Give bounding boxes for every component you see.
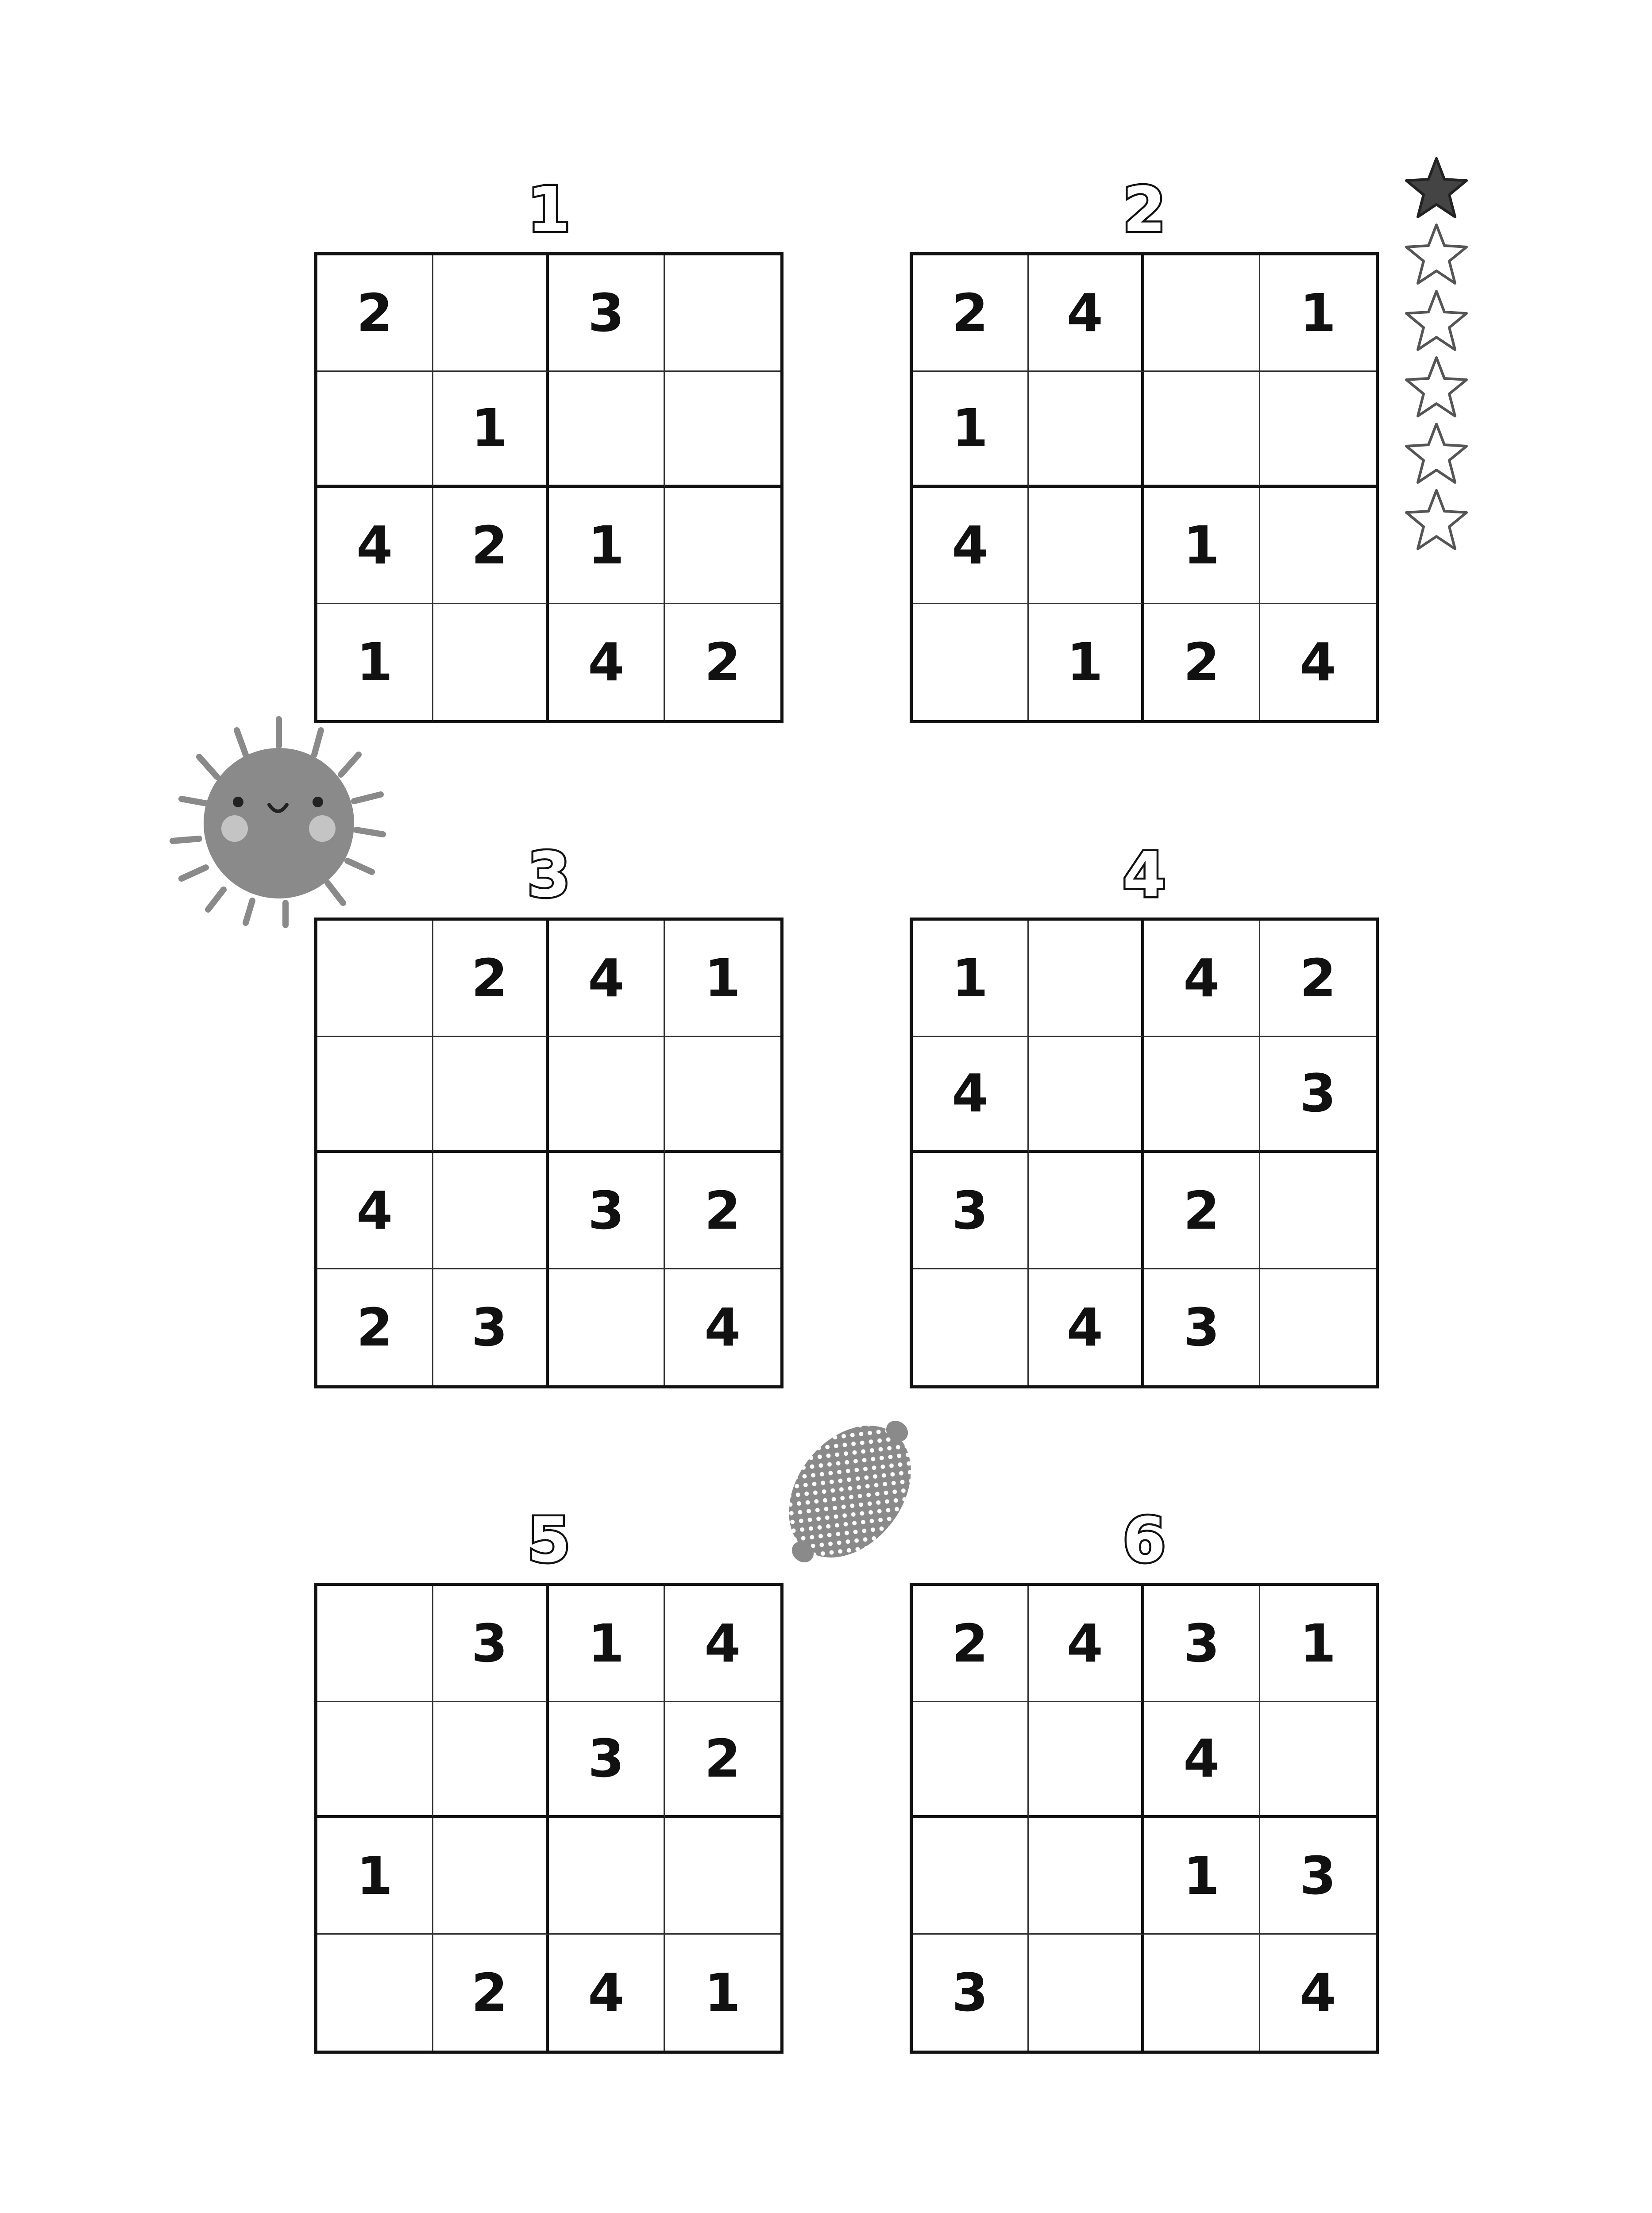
grid-cell: 3 bbox=[913, 1153, 1029, 1269]
grid-cell[interactable] bbox=[913, 1818, 1029, 1935]
grid-cell: 2 bbox=[665, 1702, 781, 1819]
grid-cell: 4 bbox=[549, 1935, 665, 2051]
grid-cell: 2 bbox=[317, 1269, 433, 1386]
grid-cell: 4 bbox=[1300, 631, 1336, 693]
grid-cell[interactable] bbox=[1144, 1037, 1260, 1153]
grid-cell: 4 bbox=[665, 1586, 781, 1702]
grid-cell[interactable] bbox=[317, 1037, 433, 1153]
grid-cell: 1 bbox=[913, 921, 1029, 1037]
sudoku-grid bbox=[314, 1583, 784, 2054]
grid-cell: 4 bbox=[1144, 921, 1260, 1037]
grid-cell[interactable] bbox=[665, 488, 781, 604]
grid-cell: 2 bbox=[1144, 604, 1260, 721]
grid-cell: 3 bbox=[549, 255, 665, 372]
grid-cell[interactable] bbox=[433, 604, 549, 721]
puzzle-number: 4 bbox=[1123, 839, 1166, 911]
grid-cell[interactable] bbox=[1144, 255, 1260, 372]
grid-cell: 4 bbox=[1144, 1702, 1260, 1819]
grid-cell: 2 bbox=[433, 1935, 549, 2051]
grid-cell[interactable] bbox=[1144, 372, 1260, 488]
sun-icon bbox=[164, 708, 394, 929]
grid-cell[interactable] bbox=[1029, 1818, 1145, 1935]
grid-cell: 2 bbox=[1260, 921, 1376, 1037]
grid-cell: 2 bbox=[317, 255, 433, 372]
grid-cell: 1 bbox=[317, 604, 433, 721]
grid-cell[interactable] bbox=[913, 604, 1029, 721]
star-outline-icon bbox=[1403, 487, 1470, 553]
grid-cell[interactable] bbox=[913, 1269, 1029, 1386]
grid-cell[interactable] bbox=[1029, 1153, 1145, 1269]
grid-cell[interactable] bbox=[1029, 921, 1145, 1037]
grid-cell: 4 bbox=[549, 921, 665, 1037]
grid-cell: 1 bbox=[665, 921, 781, 1037]
grid-cell: 3 bbox=[433, 1269, 549, 1386]
grid-cell[interactable] bbox=[317, 1702, 433, 1819]
grid-cell[interactable] bbox=[317, 1586, 433, 1702]
grid-cell: 2 bbox=[433, 488, 549, 604]
grid-cell: 1 bbox=[1144, 1818, 1260, 1935]
grid-cell[interactable] bbox=[549, 1269, 665, 1386]
grid-cell[interactable] bbox=[1029, 1935, 1145, 2051]
grid-cell: 2 bbox=[665, 1153, 781, 1269]
grid-cell[interactable] bbox=[1029, 1702, 1145, 1819]
grid-cell[interactable] bbox=[1260, 372, 1376, 488]
grid-cell: 2 bbox=[913, 255, 1029, 372]
puzzle-number: 5 bbox=[527, 1504, 571, 1577]
grid-cell: 4 bbox=[317, 488, 433, 604]
grid-cell: 1 bbox=[433, 372, 549, 488]
grid-cell: 3 bbox=[913, 1935, 1029, 2051]
grid-cell: 4 bbox=[704, 1296, 741, 1358]
puzzle-number: 1 bbox=[527, 174, 571, 246]
sudoku-grid bbox=[314, 918, 784, 1388]
grid-cell: 4 bbox=[1029, 255, 1145, 372]
grid-cell: 1 bbox=[1260, 1586, 1376, 1702]
grid-cell: 1 bbox=[549, 1586, 665, 1702]
grid-cell: 4 bbox=[317, 1153, 433, 1269]
grid-cell[interactable] bbox=[317, 1935, 433, 2051]
grid-cell: 3 bbox=[549, 1153, 665, 1269]
grid-cell: 3 bbox=[1144, 1269, 1260, 1386]
grid-cell: 1 bbox=[549, 488, 665, 604]
grid-cell[interactable] bbox=[1029, 1037, 1145, 1153]
grid-cell[interactable] bbox=[1029, 488, 1145, 604]
lemon-icon bbox=[777, 1405, 923, 1578]
puzzle-number: 3 bbox=[527, 839, 571, 911]
star-outline-icon bbox=[1403, 420, 1470, 487]
puzzle-number: 6 bbox=[1123, 1504, 1166, 1577]
grid-cell: 1 bbox=[1029, 604, 1145, 721]
grid-cell[interactable] bbox=[433, 1037, 549, 1153]
grid-cell: 1 bbox=[913, 372, 1029, 488]
star-outline-icon bbox=[1403, 221, 1470, 288]
grid-cell[interactable] bbox=[433, 255, 549, 372]
star-outline-icon bbox=[1403, 288, 1470, 354]
star-filled-icon bbox=[1403, 155, 1470, 221]
grid-cell: 4 bbox=[549, 604, 665, 721]
grid-cell: 3 bbox=[1144, 1586, 1260, 1702]
grid-cell[interactable] bbox=[913, 1702, 1029, 1819]
grid-cell[interactable] bbox=[1260, 1269, 1376, 1386]
grid-cell[interactable] bbox=[665, 1818, 781, 1935]
grid-cell: 2 bbox=[1144, 1153, 1260, 1269]
grid-cell: 1 bbox=[1144, 488, 1260, 604]
sudoku-grid bbox=[910, 918, 1379, 1388]
grid-cell[interactable] bbox=[549, 1037, 665, 1153]
grid-cell[interactable] bbox=[433, 1702, 549, 1819]
grid-cell: 1 bbox=[1260, 255, 1376, 372]
grid-cell: 2 bbox=[433, 921, 549, 1037]
grid-cell[interactable] bbox=[665, 372, 781, 488]
grid-cell: 3 bbox=[549, 1702, 665, 1819]
grid-cell: 3 bbox=[1260, 1818, 1376, 1935]
grid-cell: 1 bbox=[317, 1818, 433, 1935]
grid-cell[interactable] bbox=[1144, 1935, 1260, 2051]
grid-cell: 1 bbox=[704, 1962, 741, 2023]
grid-cell: 4 bbox=[913, 1037, 1029, 1153]
puzzle-number: 2 bbox=[1123, 174, 1166, 246]
grid-cell: 4 bbox=[1029, 1586, 1145, 1702]
sudoku-grid bbox=[910, 1583, 1379, 2054]
grid-cell: 2 bbox=[704, 631, 741, 693]
grid-cell: 4 bbox=[1029, 1269, 1145, 1386]
grid-cell[interactable] bbox=[549, 1818, 665, 1935]
sudoku-grid bbox=[910, 252, 1379, 723]
grid-cell[interactable] bbox=[549, 372, 665, 488]
grid-cell: 3 bbox=[433, 1586, 549, 1702]
grid-cell: 3 bbox=[1260, 1037, 1376, 1153]
star-outline-icon bbox=[1403, 354, 1470, 420]
grid-cell[interactable] bbox=[317, 921, 433, 1037]
grid-cell[interactable] bbox=[665, 1037, 781, 1153]
grid-cell[interactable] bbox=[433, 1818, 549, 1935]
grid-cell[interactable] bbox=[665, 255, 781, 372]
grid-cell[interactable] bbox=[1260, 1153, 1376, 1269]
grid-cell: 4 bbox=[913, 488, 1029, 604]
grid-cell: 2 bbox=[913, 1586, 1029, 1702]
grid-cell[interactable] bbox=[1029, 372, 1145, 488]
difficulty-rating bbox=[1403, 155, 1474, 553]
grid-cell[interactable] bbox=[317, 372, 433, 488]
grid-cell[interactable] bbox=[1260, 488, 1376, 604]
grid-cell[interactable] bbox=[433, 1153, 549, 1269]
sudoku-grid bbox=[314, 252, 784, 723]
grid-cell: 4 bbox=[1300, 1962, 1336, 2023]
grid-cell[interactable] bbox=[1260, 1702, 1376, 1819]
